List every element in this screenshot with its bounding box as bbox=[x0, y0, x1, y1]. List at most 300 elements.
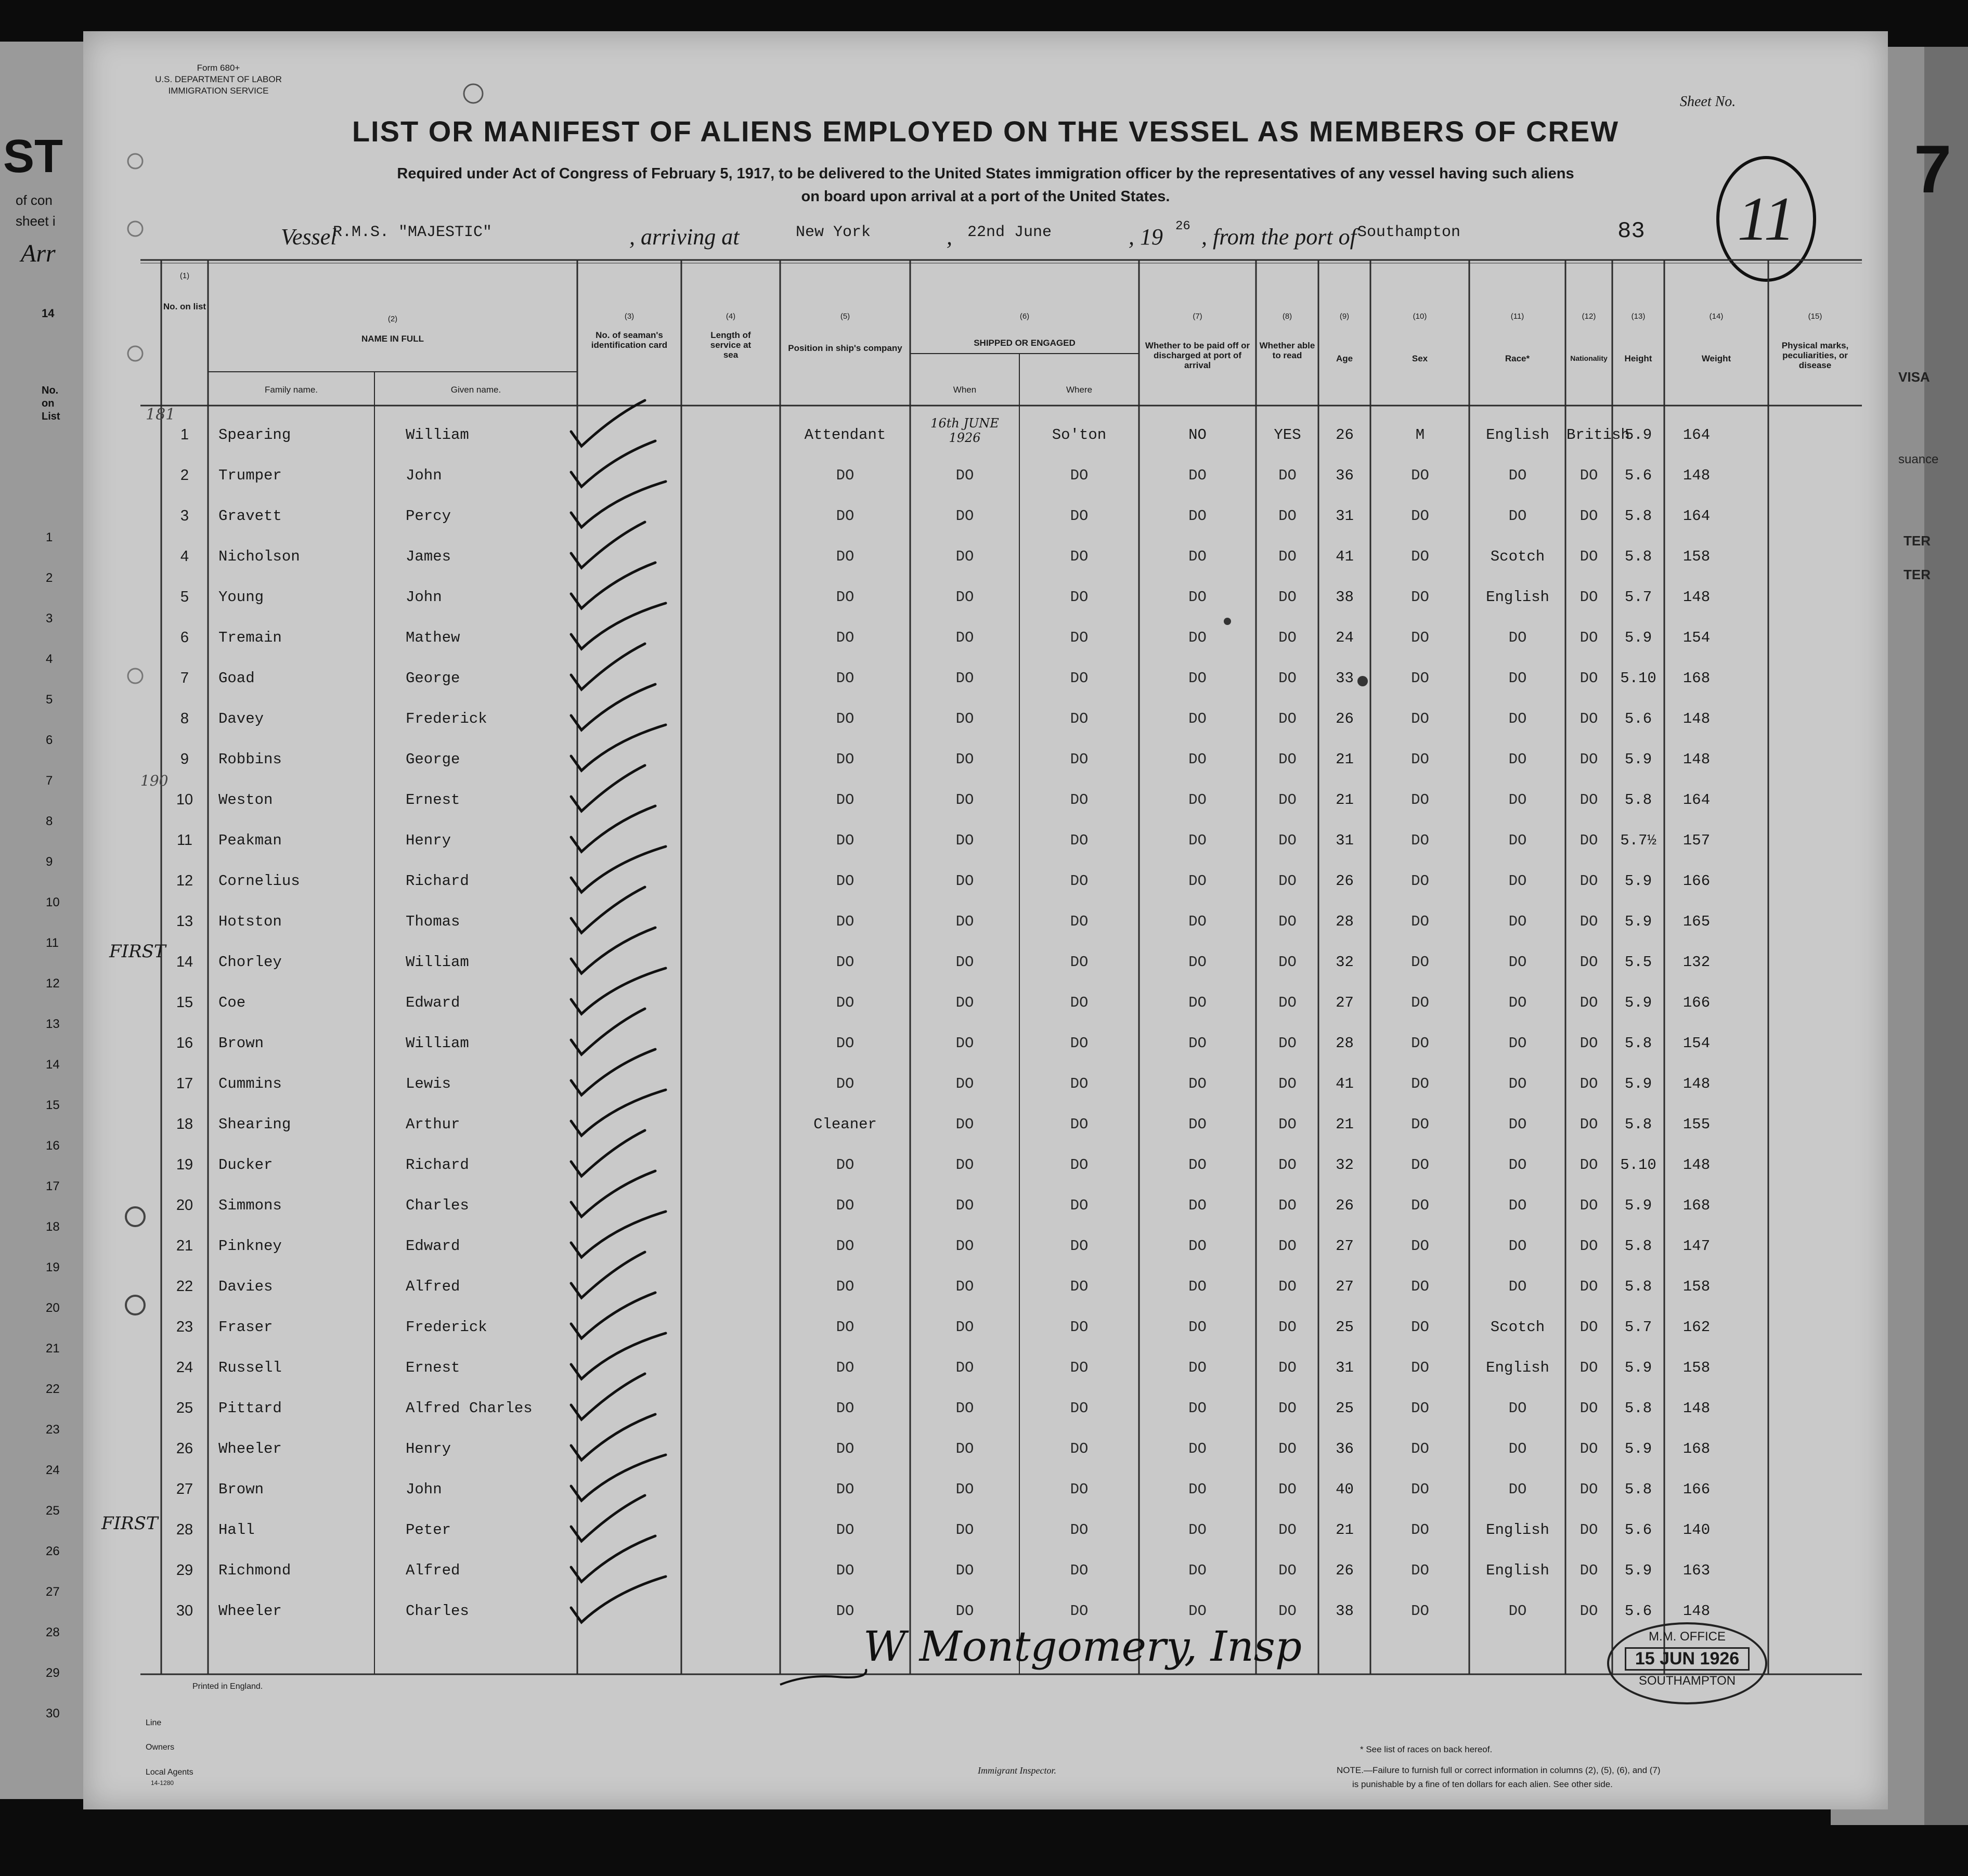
checkmark bbox=[571, 1455, 666, 1501]
cell-position: DO bbox=[836, 1319, 854, 1336]
cell-paid: DO bbox=[1188, 751, 1207, 768]
left-edge-row-number: 4 bbox=[46, 652, 53, 666]
cell-when: DO bbox=[955, 1197, 974, 1214]
cell-age: 41 bbox=[1336, 1075, 1354, 1092]
footer-agents-label: Local Agents bbox=[146, 1768, 193, 1777]
cell-read: DO bbox=[1278, 507, 1297, 525]
margin-note-first: FIRST bbox=[109, 941, 166, 962]
cell-read: DO bbox=[1278, 629, 1297, 646]
cell-where: DO bbox=[1070, 589, 1089, 606]
left-fragment-text: of con bbox=[16, 192, 53, 208]
year-prefix: , 19 bbox=[1129, 224, 1163, 250]
cell-family: Wheeler bbox=[218, 1440, 282, 1457]
footer-agents-code: 14-1280 bbox=[151, 1779, 174, 1787]
cell-height: 5.9 bbox=[1624, 1075, 1652, 1092]
cell-height: 5.8 bbox=[1624, 791, 1652, 809]
cell-weight: 148 bbox=[1682, 1075, 1711, 1092]
cell-nationality: DO bbox=[1579, 1359, 1598, 1376]
cell-age: 36 bbox=[1336, 1440, 1354, 1457]
cell-where: DO bbox=[1070, 1562, 1089, 1579]
cell-race: English bbox=[1486, 1562, 1549, 1579]
cell-where: DO bbox=[1070, 1075, 1089, 1092]
cell-sex: DO bbox=[1411, 832, 1429, 849]
cell-paid: DO bbox=[1188, 1603, 1207, 1620]
cell-height: 5.9 bbox=[1624, 751, 1652, 768]
cell-position: DO bbox=[836, 1237, 854, 1255]
cell-no: 14 bbox=[176, 954, 193, 970]
cell-no: 13 bbox=[176, 913, 193, 930]
cell-position: DO bbox=[836, 507, 854, 525]
cell-when: DO bbox=[955, 1440, 974, 1457]
cell-age: 27 bbox=[1336, 994, 1354, 1011]
cell-sex: DO bbox=[1411, 913, 1429, 930]
cell-paid: DO bbox=[1188, 1400, 1207, 1417]
cell-race: DO bbox=[1508, 710, 1527, 727]
cell-given: Frederick bbox=[406, 710, 487, 727]
cell-height: 5.8 bbox=[1624, 1278, 1652, 1295]
col-num-13: (13) bbox=[1631, 312, 1646, 321]
cell-height: 5.8 bbox=[1624, 1400, 1652, 1417]
cell-position: DO bbox=[836, 913, 854, 930]
cell-height: 5.7½ bbox=[1620, 832, 1656, 849]
cell-nationality: DO bbox=[1579, 1197, 1598, 1214]
cell-nationality: DO bbox=[1579, 872, 1598, 890]
left-edge-row-number: 25 bbox=[46, 1504, 60, 1518]
cell-family: Weston bbox=[218, 791, 273, 809]
col-num-7: (7) bbox=[1193, 312, 1202, 321]
cell-paid: DO bbox=[1188, 913, 1207, 930]
cell-race: DO bbox=[1508, 994, 1527, 1011]
left-edge-row-number: 30 bbox=[46, 1706, 60, 1721]
cell-race: DO bbox=[1508, 1237, 1527, 1255]
cell-no: 19 bbox=[176, 1156, 193, 1173]
cell-where: DO bbox=[1070, 467, 1089, 484]
cell-no: 27 bbox=[176, 1481, 193, 1497]
cell-height: 5.5 bbox=[1624, 954, 1652, 971]
col-header-height: Height bbox=[1624, 354, 1652, 363]
cell-weight: 154 bbox=[1682, 1035, 1711, 1052]
cell-nationality: DO bbox=[1579, 710, 1598, 727]
cell-sex: DO bbox=[1411, 670, 1429, 687]
left-edge-row-number: 27 bbox=[46, 1585, 60, 1599]
cell-nationality: DO bbox=[1579, 1603, 1598, 1620]
cell-family: Goad bbox=[218, 670, 255, 687]
col-num-6: (6) bbox=[1019, 312, 1030, 321]
cell-age: 36 bbox=[1336, 467, 1354, 484]
cell-no: 30 bbox=[176, 1603, 193, 1619]
cell-position: DO bbox=[836, 1562, 854, 1579]
cell-family: Simmons bbox=[218, 1197, 282, 1214]
cell-nationality: DO bbox=[1579, 629, 1598, 646]
checkmark bbox=[571, 928, 655, 973]
left-edge-row-number: 5 bbox=[46, 693, 53, 707]
cell-weight: 158 bbox=[1682, 1278, 1711, 1295]
cell-where: DO bbox=[1070, 1400, 1089, 1417]
cell-when: DO bbox=[955, 1481, 974, 1498]
cell-weight: 164 bbox=[1682, 791, 1711, 809]
cell-read: DO bbox=[1278, 670, 1297, 687]
checkmark bbox=[571, 1009, 645, 1054]
cell-where: DO bbox=[1070, 1156, 1089, 1174]
service-label: IMMIGRATION SERVICE bbox=[168, 86, 269, 96]
cell-height: 5.10 bbox=[1620, 670, 1656, 687]
cell-paid: DO bbox=[1188, 791, 1207, 809]
cell-weight: 166 bbox=[1682, 872, 1711, 890]
cell-position: DO bbox=[836, 1440, 854, 1457]
cell-height: 5.9 bbox=[1624, 1197, 1652, 1214]
cell-paid: DO bbox=[1188, 1278, 1207, 1295]
cell-weight: 148 bbox=[1682, 1400, 1711, 1417]
cell-nationality: DO bbox=[1579, 1075, 1598, 1092]
sheet-number-circled: 11 bbox=[1716, 156, 1816, 282]
left-edge-row-number: 26 bbox=[46, 1544, 60, 1558]
left-edge-row-number: 15 bbox=[46, 1098, 60, 1112]
cell-sex: DO bbox=[1411, 1156, 1429, 1174]
cell-given: George bbox=[406, 751, 460, 768]
cell-nationality: DO bbox=[1579, 1521, 1598, 1539]
cell-where: DO bbox=[1070, 1603, 1089, 1620]
cell-nationality: DO bbox=[1579, 1319, 1598, 1336]
col-num-15: (15) bbox=[1808, 312, 1822, 321]
cell-weight: 157 bbox=[1682, 832, 1711, 849]
cell-age: 27 bbox=[1336, 1278, 1354, 1295]
margin-note-number: 181 bbox=[146, 406, 176, 424]
col-num-11: (11) bbox=[1510, 312, 1524, 321]
cell-nationality: DO bbox=[1579, 670, 1598, 687]
cell-sex: DO bbox=[1411, 1116, 1429, 1133]
subheader-given: Given name. bbox=[450, 385, 501, 395]
cell-sex: DO bbox=[1411, 1440, 1429, 1457]
cell-when: DO bbox=[955, 467, 974, 484]
cell-race: DO bbox=[1508, 1156, 1527, 1174]
cell-given: William bbox=[406, 426, 469, 444]
cell-no: 4 bbox=[180, 548, 189, 565]
cell-position: DO bbox=[836, 467, 854, 484]
left-edge-row-number: 28 bbox=[46, 1625, 60, 1639]
cell-race: English bbox=[1486, 1359, 1549, 1376]
cell-paid: DO bbox=[1188, 954, 1207, 971]
cell-read: DO bbox=[1278, 1075, 1297, 1092]
cell-given: Edward bbox=[406, 994, 460, 1011]
checkmark bbox=[571, 725, 666, 771]
cell-race: DO bbox=[1508, 1603, 1527, 1620]
cell-nationality: DO bbox=[1579, 954, 1598, 971]
cell-where: DO bbox=[1070, 1521, 1089, 1539]
cell-given: William bbox=[406, 1035, 469, 1052]
cell-position: DO bbox=[836, 589, 854, 606]
cell-no: 26 bbox=[176, 1440, 193, 1457]
cell-sex: DO bbox=[1411, 507, 1429, 525]
right-fragment-text: VISA bbox=[1898, 369, 1930, 385]
cell-when: DO bbox=[955, 791, 974, 809]
left-fragment-text: 14 bbox=[42, 307, 55, 320]
underlying-sheet-strip bbox=[1924, 47, 1968, 1825]
vessel-name: R.M.S. "MAJESTIC" bbox=[333, 224, 493, 241]
cell-age: 24 bbox=[1336, 629, 1354, 646]
cell-where: DO bbox=[1070, 710, 1089, 727]
cell-height: 5.8 bbox=[1624, 507, 1652, 525]
cell-no: 11 bbox=[176, 832, 193, 849]
arriving-label: , arriving at bbox=[629, 224, 740, 250]
cell-where: DO bbox=[1070, 791, 1089, 809]
separator-comma: , bbox=[947, 224, 952, 250]
subheader-when: When bbox=[953, 385, 977, 395]
cell-height: 5.8 bbox=[1624, 1237, 1652, 1255]
cell-where: DO bbox=[1070, 670, 1089, 687]
cell-when: 16th JUNE 1926 bbox=[930, 416, 999, 445]
left-edge-row-number: 24 bbox=[46, 1463, 60, 1477]
cell-age: 28 bbox=[1336, 1035, 1354, 1052]
cell-weight: 168 bbox=[1682, 1440, 1711, 1457]
subtitle-line-1: Required under Act of Congress of February 5, 1917, to be delivered to the United States immigration officer by the representatives of any vessel having such aliens bbox=[397, 165, 1574, 182]
checkmark bbox=[571, 400, 645, 446]
cell-where: DO bbox=[1070, 872, 1089, 890]
col-num-5: (5) bbox=[840, 312, 850, 321]
cell-given: Richard bbox=[406, 872, 469, 890]
cell-where: DO bbox=[1070, 751, 1089, 768]
cell-family: Ducker bbox=[218, 1156, 273, 1174]
cell-family: Gravett bbox=[218, 507, 282, 525]
cell-position: DO bbox=[836, 791, 854, 809]
cell-given: John bbox=[406, 467, 442, 484]
cell-family: Shearing bbox=[218, 1116, 291, 1133]
cell-no: 28 bbox=[176, 1521, 193, 1538]
cell-age: 32 bbox=[1336, 1156, 1354, 1174]
cell-given: Arthur bbox=[406, 1116, 460, 1133]
cell-paid: DO bbox=[1188, 1075, 1207, 1092]
cell-nationality: DO bbox=[1579, 832, 1598, 849]
cell-position: DO bbox=[836, 1156, 854, 1174]
cell-weight: 168 bbox=[1682, 1197, 1711, 1214]
cell-given: Henry bbox=[406, 832, 451, 849]
cell-family: Brown bbox=[218, 1481, 264, 1498]
cell-where: DO bbox=[1070, 1116, 1089, 1133]
cell-position: DO bbox=[836, 548, 854, 565]
cell-age: 26 bbox=[1336, 1562, 1354, 1579]
col-header-sex: Sex bbox=[1412, 354, 1428, 363]
checkmark bbox=[571, 1171, 655, 1217]
cell-read: DO bbox=[1278, 872, 1297, 890]
cell-where: DO bbox=[1070, 832, 1089, 849]
left-edge-row-number: 14 bbox=[46, 1058, 60, 1072]
cell-when: DO bbox=[955, 670, 974, 687]
cell-age: 21 bbox=[1336, 1116, 1354, 1133]
col-header-shipped: SHIPPED OR ENGAGED bbox=[974, 338, 1076, 348]
checkmark bbox=[571, 1333, 666, 1379]
stamp-top-text: M.M. OFFICE bbox=[1649, 1630, 1726, 1644]
left-edge-row-number: 11 bbox=[46, 936, 59, 950]
cell-read: DO bbox=[1278, 1116, 1297, 1133]
cell-height: 5.9 bbox=[1624, 1440, 1652, 1457]
col-header-nationality: Nationality bbox=[1570, 354, 1608, 362]
cell-where: DO bbox=[1070, 1035, 1089, 1052]
cell-height: 5.8 bbox=[1624, 1035, 1652, 1052]
checkmark bbox=[571, 846, 666, 892]
cell-paid: DO bbox=[1188, 467, 1207, 484]
subtitle-line-2: on board upon arrival at a port of the United States. bbox=[801, 188, 1170, 205]
checkmark bbox=[571, 1414, 655, 1460]
cell-paid: DO bbox=[1188, 1319, 1207, 1336]
cell-nationality: DO bbox=[1579, 589, 1598, 606]
cell-height: 5.9 bbox=[1624, 1359, 1652, 1376]
cell-height: 5.9 bbox=[1624, 426, 1652, 444]
cell-no: 8 bbox=[180, 710, 189, 727]
year-suffix: 26 bbox=[1175, 219, 1190, 233]
cell-read: DO bbox=[1278, 1278, 1297, 1295]
cell-where: DO bbox=[1070, 629, 1089, 646]
cell-read: DO bbox=[1278, 994, 1297, 1011]
cell-read: DO bbox=[1278, 548, 1297, 565]
cell-position: DO bbox=[836, 670, 854, 687]
checkmark bbox=[571, 644, 645, 689]
cell-weight: 140 bbox=[1682, 1521, 1711, 1539]
cell-paid: DO bbox=[1188, 872, 1207, 890]
cell-given: Ernest bbox=[406, 791, 460, 809]
cell-position: DO bbox=[836, 954, 854, 971]
cell-sex: DO bbox=[1411, 1400, 1429, 1417]
cell-position: DO bbox=[836, 710, 854, 727]
cell-sex: DO bbox=[1411, 1278, 1429, 1295]
cell-when: DO bbox=[955, 1116, 974, 1133]
cell-given: Percy bbox=[406, 507, 451, 525]
cell-read: DO bbox=[1278, 589, 1297, 606]
cell-position: DO bbox=[836, 1278, 854, 1295]
checkmark bbox=[571, 1090, 666, 1136]
checkmark bbox=[571, 522, 645, 568]
cell-paid: DO bbox=[1188, 670, 1207, 687]
departure-port: Southampton bbox=[1357, 224, 1461, 241]
cell-sex: DO bbox=[1411, 1075, 1429, 1092]
checkmark bbox=[571, 1049, 655, 1095]
col-header-race: Race* bbox=[1505, 354, 1530, 363]
cell-read: DO bbox=[1278, 751, 1297, 768]
cell-given: Alfred Charles bbox=[406, 1400, 533, 1417]
cell-race: English bbox=[1486, 589, 1549, 606]
cell-family: Davey bbox=[218, 710, 264, 727]
cell-sex: DO bbox=[1411, 954, 1429, 971]
cell-no: 18 bbox=[176, 1116, 193, 1132]
cell-paid: DO bbox=[1188, 710, 1207, 727]
cell-no: 10 bbox=[176, 791, 193, 808]
office-stamp bbox=[1607, 1622, 1767, 1704]
left-edge-row-number: 9 bbox=[46, 855, 53, 869]
cell-read: DO bbox=[1278, 1237, 1297, 1255]
cell-given: Alfred bbox=[406, 1562, 460, 1579]
cell-when: DO bbox=[955, 1562, 974, 1579]
cell-position: DO bbox=[836, 1035, 854, 1052]
cell-read: DO bbox=[1278, 1400, 1297, 1417]
cell-sex: DO bbox=[1411, 1562, 1429, 1579]
cell-when: DO bbox=[955, 1278, 974, 1295]
left-edge-row-number: 1 bbox=[46, 530, 53, 544]
cell-read: DO bbox=[1278, 1359, 1297, 1376]
cell-when: DO bbox=[955, 1603, 974, 1620]
left-edge-row-number: 13 bbox=[46, 1017, 60, 1031]
cell-position: DO bbox=[836, 1521, 854, 1539]
cell-age: 31 bbox=[1336, 507, 1354, 525]
cell-sex: DO bbox=[1411, 1359, 1429, 1376]
left-edge-row-number: 7 bbox=[46, 774, 53, 788]
cell-read: DO bbox=[1278, 954, 1297, 971]
cell-where: DO bbox=[1070, 1319, 1089, 1336]
arrival-port: New York bbox=[796, 224, 871, 241]
checkmark bbox=[571, 684, 655, 730]
signature-flourish bbox=[775, 1653, 869, 1695]
cell-family: Young bbox=[218, 589, 264, 606]
cell-weight: 132 bbox=[1682, 954, 1711, 971]
left-edge-row-number: 10 bbox=[46, 895, 60, 909]
cell-read: YES bbox=[1274, 426, 1301, 444]
cell-race: DO bbox=[1508, 751, 1527, 768]
cell-when: DO bbox=[955, 629, 974, 646]
cell-weight: 166 bbox=[1682, 994, 1711, 1011]
note-line-2: is punishable by a fine of ten dollars for each alien. See other side. bbox=[1352, 1779, 1613, 1789]
cell-read: DO bbox=[1278, 1562, 1297, 1579]
cell-race: DO bbox=[1508, 1075, 1527, 1092]
left-edge-row-number: 23 bbox=[46, 1423, 60, 1437]
cell-height: 5.8 bbox=[1624, 1481, 1652, 1498]
cell-where: DO bbox=[1070, 913, 1089, 930]
cell-age: 40 bbox=[1336, 1481, 1354, 1498]
cell-age: 41 bbox=[1336, 548, 1354, 565]
cell-family: Trumper bbox=[218, 467, 282, 484]
cell-no: 2 bbox=[180, 467, 189, 484]
cell-given: Lewis bbox=[406, 1075, 451, 1092]
cell-position: DO bbox=[836, 1359, 854, 1376]
cell-when: DO bbox=[955, 954, 974, 971]
cell-paid: NO bbox=[1188, 426, 1207, 444]
cell-age: 25 bbox=[1336, 1319, 1354, 1336]
cell-where: DO bbox=[1070, 548, 1089, 565]
cell-given: George bbox=[406, 670, 460, 687]
cell-age: 26 bbox=[1336, 872, 1354, 890]
checkmark bbox=[571, 806, 655, 852]
cell-when: DO bbox=[955, 832, 974, 849]
cell-when: DO bbox=[955, 710, 974, 727]
col-num-9: (9) bbox=[1339, 312, 1350, 321]
cell-read: DO bbox=[1278, 710, 1297, 727]
from-label: , from the port of bbox=[1201, 224, 1356, 250]
cell-paid: DO bbox=[1188, 1521, 1207, 1539]
manifest-page bbox=[83, 31, 1888, 1809]
cell-nationality: DO bbox=[1579, 1156, 1598, 1174]
cell-given: Henry bbox=[406, 1440, 451, 1457]
cell-nationality: DO bbox=[1579, 1035, 1598, 1052]
col-header-read: Whether able to read bbox=[1259, 341, 1315, 360]
form-id: Form 680+ bbox=[197, 63, 240, 73]
cell-paid: DO bbox=[1188, 1481, 1207, 1498]
cell-where: DO bbox=[1070, 507, 1089, 525]
cell-family: Nicholson bbox=[218, 548, 300, 565]
cell-no: 3 bbox=[180, 507, 189, 524]
cell-height: 5.10 bbox=[1620, 1156, 1656, 1174]
cell-where: DO bbox=[1070, 1359, 1089, 1376]
cell-when: DO bbox=[955, 1237, 974, 1255]
cell-where: DO bbox=[1070, 1197, 1089, 1214]
cell-paid: DO bbox=[1188, 1156, 1207, 1174]
cell-when: DO bbox=[955, 913, 974, 930]
cell-given: Richard bbox=[406, 1156, 469, 1174]
cell-given: Frederick bbox=[406, 1319, 487, 1336]
left-edge-row-number: 3 bbox=[46, 611, 53, 626]
cell-no: 22 bbox=[176, 1278, 193, 1295]
cell-when: DO bbox=[955, 589, 974, 606]
cell-race: DO bbox=[1508, 791, 1527, 809]
cell-nationality: British bbox=[1566, 426, 1630, 444]
cell-nationality: DO bbox=[1579, 1278, 1598, 1295]
cell-no: 29 bbox=[176, 1562, 193, 1579]
cell-weight: 154 bbox=[1682, 629, 1711, 646]
